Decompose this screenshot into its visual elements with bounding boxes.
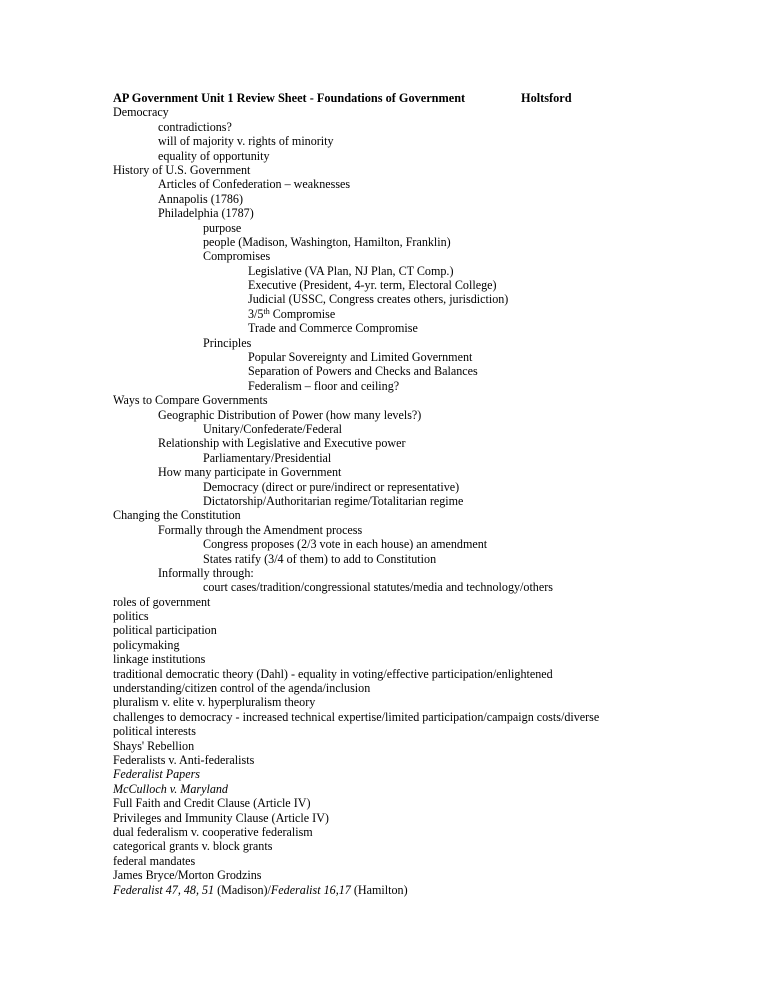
term-item: roles of government xyxy=(113,594,211,609)
outline-item: Dictatorship/Authoritarian regime/Totalitarian regime xyxy=(203,493,464,508)
term-item: pluralism v. elite v. hyperpluralism theory xyxy=(113,695,316,710)
ordinal-suffix: th xyxy=(263,306,270,316)
outline-item: Articles of Confederation – weaknesses xyxy=(158,177,351,192)
outline-heading-democracy: Democracy xyxy=(113,105,169,120)
outline-item: Democracy (direct or pure/indirect or representative) xyxy=(203,479,460,494)
outline-subheading-principles: Principles xyxy=(203,335,252,350)
federalist-hamilton-numbers: Federalist 16,17 xyxy=(270,882,351,897)
three-fifths-text: 3/5 xyxy=(248,306,264,321)
outline-item: Popular Sovereignty and Limited Government xyxy=(248,350,473,365)
term-item: political participation xyxy=(113,623,217,638)
author-name: Holtsford xyxy=(521,91,572,105)
outline-item: Annapolis (1786) xyxy=(158,191,243,206)
outline-item-three-fifths xyxy=(113,307,673,321)
term-item-italic: Federalist Papers xyxy=(113,767,200,782)
term-item: Shays' Rebellion xyxy=(113,738,195,753)
outline-heading-history: History of U.S. Government xyxy=(113,162,251,177)
federalist-madison-numbers: Federalist 47, 48, 51 xyxy=(113,882,215,897)
term-item: dual federalism v. cooperative federalism xyxy=(113,824,313,839)
outline-item: Separation of Powers and Checks and Balances xyxy=(248,364,478,379)
term-item: Federalists v. Anti-federalists xyxy=(113,753,255,768)
outline-item: Legislative (VA Plan, NJ Plan, CT Comp.) xyxy=(248,263,454,278)
term-item: politics xyxy=(113,609,149,624)
outline-item: will of majority v. rights of minority xyxy=(158,134,334,149)
outline-item: Judicial (USSC, Congress creates others, jurisdiction) xyxy=(248,292,509,307)
outline-heading-changing: Changing the Constitution xyxy=(113,508,241,523)
outline-item: people (Madison, Washington, Hamilton, Franklin) xyxy=(203,234,451,249)
term-item: challenges to democracy - increased technical expertise/limited participation/campaign costs/diverse political interests xyxy=(113,709,600,739)
term-item: linkage institutions xyxy=(113,652,206,667)
hamilton-label: (Hamilton) xyxy=(350,882,408,897)
term-item: categorical grants v. block grants xyxy=(113,839,273,854)
term-item: Full Faith and Credit Clause (Article IV) xyxy=(113,796,311,811)
outline-item: contradictions? xyxy=(158,119,232,134)
outline-item: Informally through: xyxy=(158,565,254,580)
compromise-text: Compromise xyxy=(269,306,336,321)
outline-item: Geographic Distribution of Power (how many levels?) xyxy=(158,407,422,422)
outline-item: court cases/tradition/congressional statutes/media and technology/others xyxy=(203,580,553,595)
outline-item: Formally through the Amendment process xyxy=(158,522,363,537)
term-item: traditional democratic theory (Dahl) - equality in voting/effective participation/enlightened understanding/citizen control of the agenda/inclusion xyxy=(113,666,553,696)
outline-item: Executive (President, 4-yr. term, Electoral College) xyxy=(248,278,497,293)
term-item: Privileges and Immunity Clause (Article IV) xyxy=(113,810,329,825)
outline-subheading-compromises: Compromises xyxy=(203,249,271,264)
review-sheet xyxy=(113,91,673,897)
term-item: James Bryce/Morton Grodzins xyxy=(113,868,262,883)
term-item: policymaking xyxy=(113,637,180,652)
term-item-italic: McCulloch v. Maryland xyxy=(113,781,228,796)
term-item: federal mandates xyxy=(113,853,196,868)
outline-item: Parliamentary/Presidential xyxy=(203,450,332,465)
outline-item: How many participate in Government xyxy=(158,465,342,480)
outline-item: Relationship with Legislative and Executive power xyxy=(158,436,406,451)
document-title: AP Government Unit 1 Review Sheet - Foundations of Government xyxy=(113,91,466,105)
outline-item: Trade and Commerce Compromise xyxy=(248,321,418,336)
outline-item: purpose xyxy=(203,220,242,235)
outline-item: Federalism – floor and ceiling? xyxy=(248,378,400,393)
outline-item: equality of opportunity xyxy=(158,148,270,163)
document-header xyxy=(113,91,673,105)
madison-label: (Madison)/ xyxy=(214,882,271,897)
outline-item: Congress proposes (2/3 vote in each house) an amendment xyxy=(203,537,488,552)
outline-item: Unitary/Confederate/Federal xyxy=(203,421,343,436)
outline-heading-compare: Ways to Compare Governments xyxy=(113,393,268,408)
outline-item: Philadelphia (1787) xyxy=(158,206,254,221)
outline-item: States ratify (3/4 of them) to add to Constitution xyxy=(203,551,437,566)
term-item-federalist-numbers xyxy=(113,883,673,897)
